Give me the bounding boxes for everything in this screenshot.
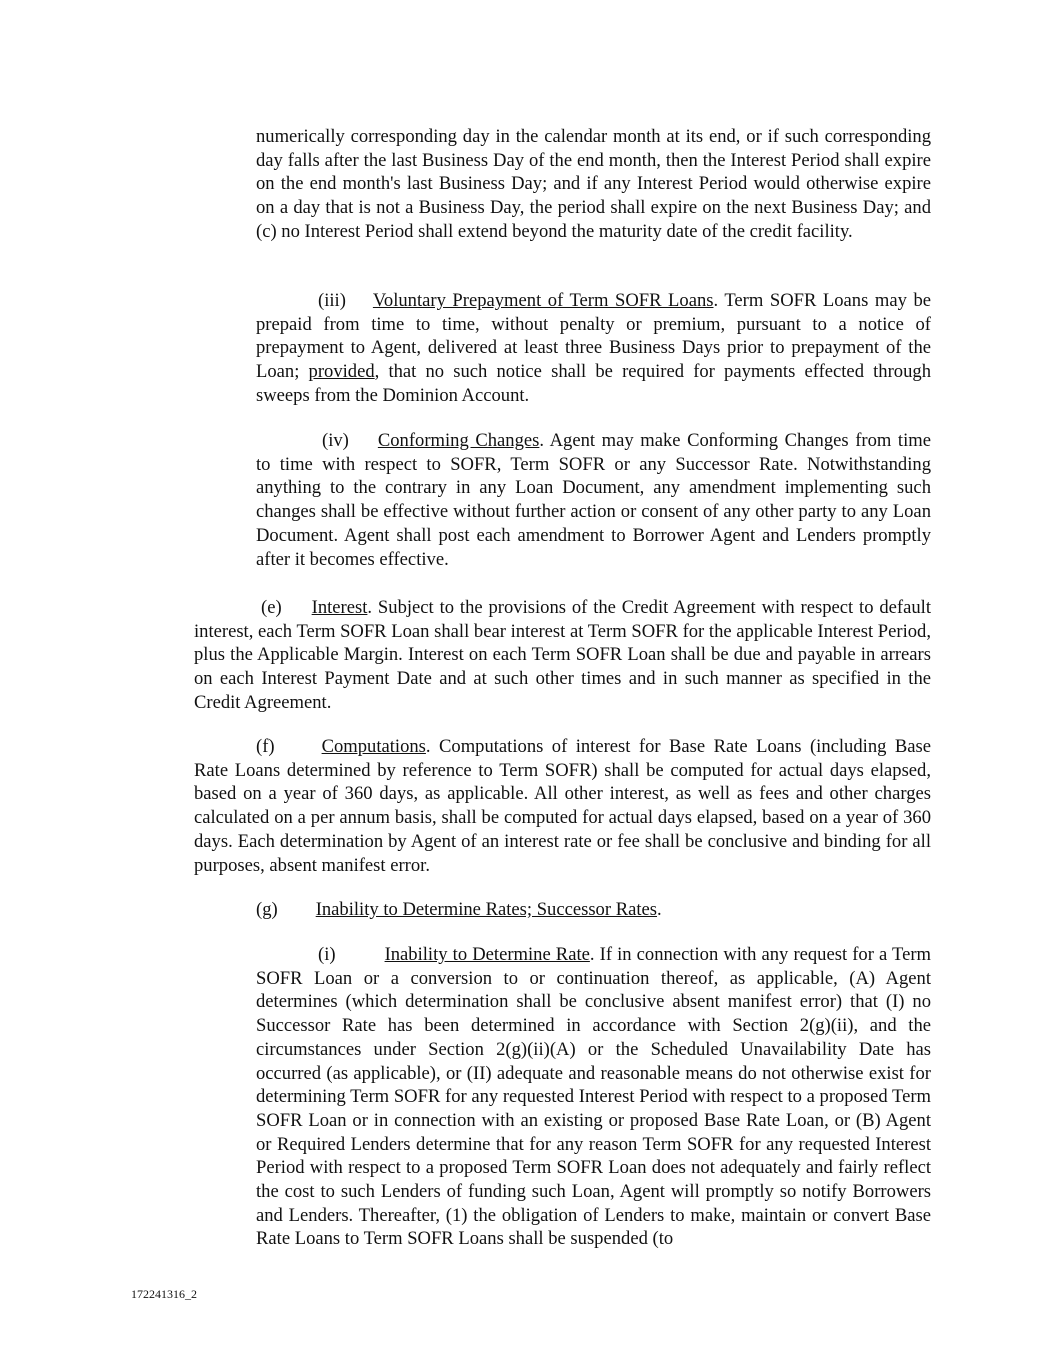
paragraph-f — [194, 735, 931, 877]
paragraph-number: (iii) — [318, 290, 346, 311]
paragraph-text: . — [657, 899, 662, 920]
paragraph-text: . Computations of interest for Base Rate Loans (including Base Rate Loans determined by reference to Term SOFR) shall be computed for actual days elapsed, based on a year of 360 days, as applicable. All other interest, as well as fees and other charges calculated on a per annum basis, shall be computed for actual days elapsed, based on a year of 360 days. Each determination by Agent of an interest rate or fee shall be conclusive and binding for all purposes, absent manifest error. — [194, 736, 931, 876]
section-heading: Inability to Determine Rate — [384, 944, 590, 965]
paragraph-iii — [256, 289, 931, 408]
paragraph-number: (g) — [256, 899, 278, 920]
section-heading: Computations — [321, 736, 426, 757]
section-heading: Voluntary Prepayment of Term SOFR Loans — [372, 290, 714, 311]
document-id-footer: 172241316_2 — [131, 1287, 197, 1301]
paragraph-e — [194, 596, 931, 715]
paragraph-text: numerically corresponding day in the calendar month at its end, or if such corresponding day falls after the last Business Day of the end month, then the Interest Period shall expire on the end month's last Business Day; and if any Interest Period would otherwise expire on a day that is not a Business Day, the period shall expire on the next Business Day; and (c) no Interest Period shall extend beyond the maturity date of the credit facility. — [256, 126, 931, 242]
paragraph-text: . Agent may make Conforming Changes from time to time with respect to SOFR, Term SOFR or any Successor Rate. Notwithstanding anything to the contrary in any Loan Document, any amendment implementing such changes shall be effective without further action or consent of any other party to any Loan Document. Agent shall post each amendment to Borrower Agent and Lenders promptly after it becomes effective. — [256, 430, 931, 570]
paragraph-number: (i) — [318, 944, 336, 965]
paragraph-text: , that no such notice shall be required for payments effected through sweeps from the Dominion Account. — [256, 361, 931, 406]
paragraph-text: . Term SOFR Loans may be prepaid from time to time, without penalty or premium, pursuant to a notice of prepayment to Agent, delivered at least three Business Days prior to prepayment of the Loan; — [256, 290, 931, 383]
paragraph-text: . Subject to the provisions of the Credit Agreement with respect to default interest, each Term SOFR Loan shall bear interest at Term SOFR for the applicable Interest Period, plus the Applicable Margin. Interest on each Term SOFR Loan shall be due and payable in arrears on each Interest Payment Date and at such other times and in such manner as specified in the Credit Agreement. — [194, 597, 931, 713]
paragraph-continuation — [256, 125, 931, 244]
section-heading: Conforming Changes — [377, 430, 540, 451]
paragraph-number: (e) — [261, 597, 282, 618]
paragraph-number: (iv) — [322, 430, 349, 451]
paragraph-g — [194, 898, 931, 922]
section-heading: Inability to Determine Rates; Successor Rates — [315, 899, 658, 920]
paragraph-text: . If in connection with any request for a Term SOFR Loan or a conversion to or continuation thereof, as applicable, (A) Agent determines (which determination shall be conclusive absent manifest error) that (I) no Successor Rate has been determined in accordance with Section 2(g)(ii), and the circumstances under Section 2(g)(ii)(A) or the Scheduled Unavailability Date has occurred (as applicable), or (II) adequate and reasonable means do not otherwise exist for determining Term SOFR for any requested Interest Period with respect to a proposed Term SOFR Loan or in connection with an existing or proposed Base Rate Loan, or (B) Agent or Required Lenders determine that for any reason Term SOFR for any requested Interest Period with respect to a proposed Term SOFR Loan does not adequately and fairly reflect the cost to such Lenders of funding such Loan, Agent will promptly so notify Borrowers and Lenders. Thereafter, (1) the obligation of Lenders to make, maintain or convert Base Rate Loans to Term SOFR Loans shall be suspended (to — [256, 944, 931, 1250]
provided-term: provided — [308, 361, 375, 383]
paragraph-iv — [256, 429, 931, 571]
section-heading: Interest — [311, 597, 368, 618]
paragraph-number: (f) — [256, 736, 275, 757]
paragraph-i — [256, 943, 931, 1251]
